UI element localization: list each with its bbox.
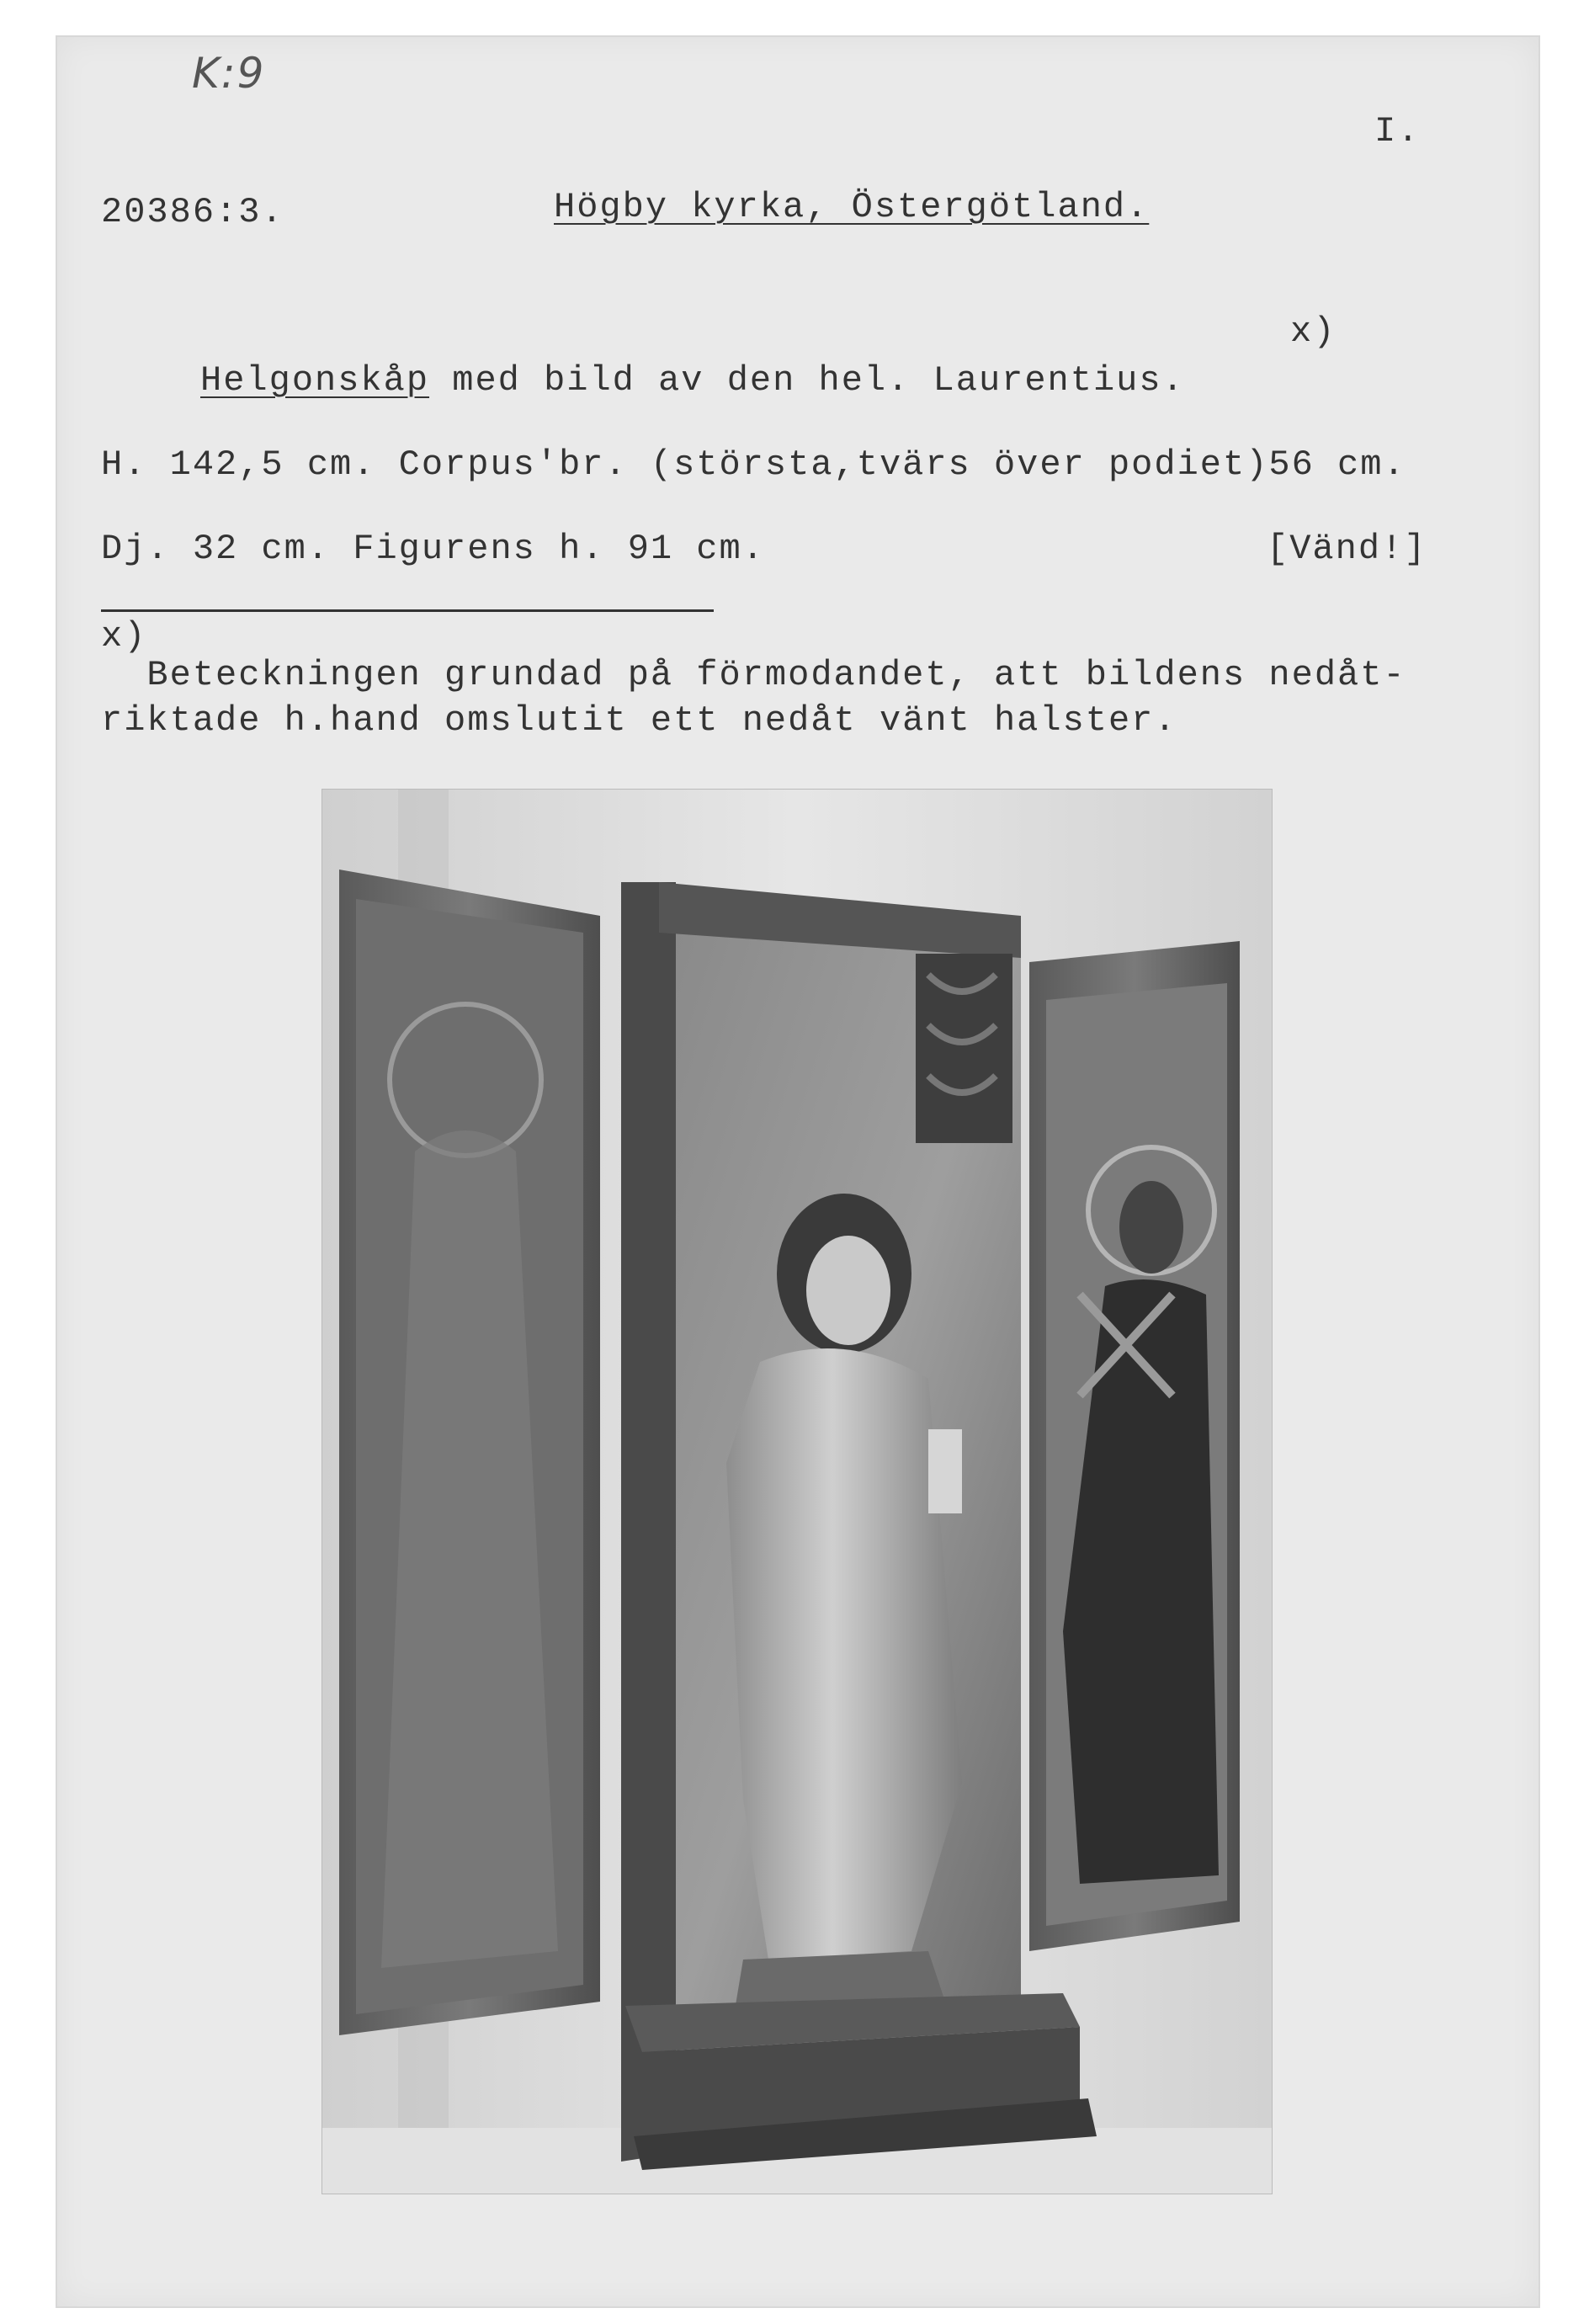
location-heading: Högby kyrka, Östergötland.	[554, 187, 1150, 227]
object-title-rest: med bild av den hel. Laurentius.	[429, 360, 1185, 401]
catalog-number: 20386:3.	[101, 192, 284, 232]
shrine-photograph	[322, 789, 1273, 2194]
case-left-post	[621, 882, 676, 2162]
carved-tracery	[916, 954, 1012, 1143]
right-saint-head	[1119, 1181, 1183, 1274]
dimensions-line-1: H. 142,5 cm. Corpus'br. (största,tvärs över podiet)56 cm.	[101, 444, 1406, 485]
footnote-mark: x)	[1290, 311, 1337, 352]
turn-note: [Vänd!]	[1267, 529, 1427, 569]
footnote-line-1: Beteckningen grundad på förmodandet, att bildens nedåt-	[101, 655, 1406, 695]
handwritten-reference: K:9	[192, 49, 266, 98]
dimensions-line-2: Dj. 32 cm. Figurens h. 91 cm.	[101, 529, 765, 569]
object-title-underlined: Helgonskåp	[200, 360, 430, 401]
statue-attribute	[928, 1429, 962, 1513]
sheet-number: I.	[1374, 111, 1421, 152]
statue-face	[806, 1236, 890, 1345]
object-title	[200, 360, 1185, 401]
footnote-line-2: riktade h.hand omslutit ett nedåt vänt halster.	[101, 700, 1177, 741]
statue-robe	[726, 1348, 962, 1960]
footnote-rule	[101, 609, 714, 612]
footnote-label: x)	[101, 616, 147, 657]
shrine-photograph-image	[322, 790, 1272, 2194]
